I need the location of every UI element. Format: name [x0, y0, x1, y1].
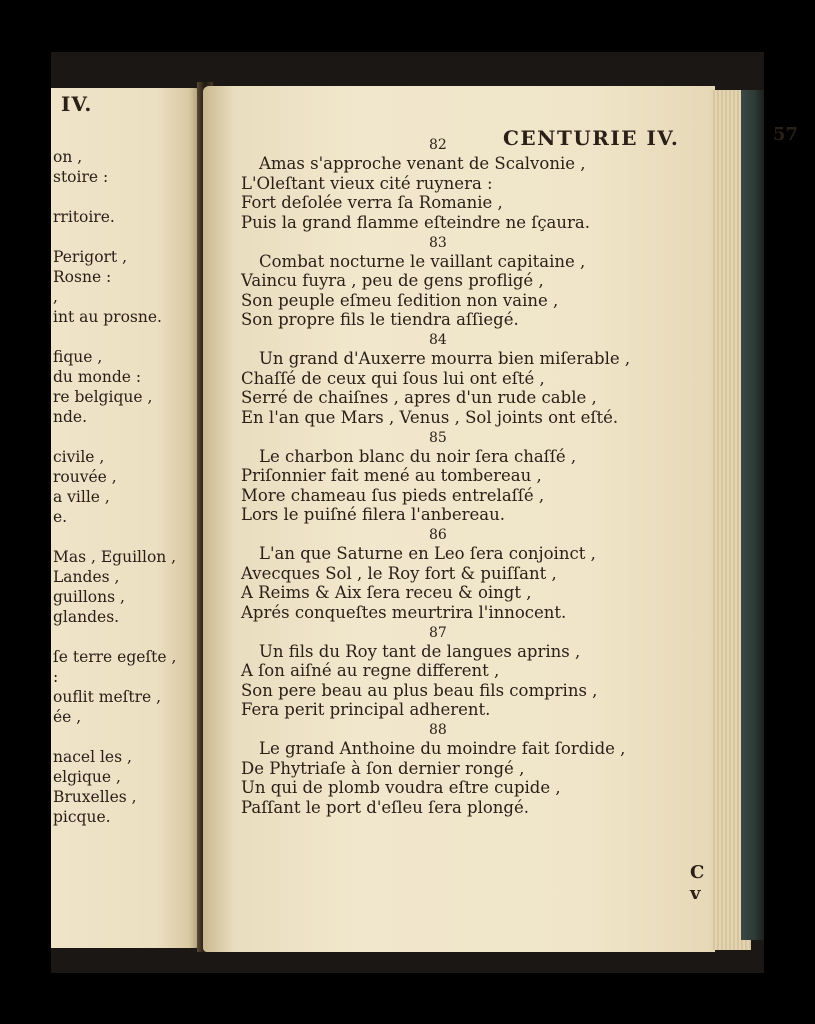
- left-page-line: Bruxelles ,: [53, 788, 137, 806]
- book-cover: [741, 90, 764, 940]
- verse-line: Un fils du Roy tant de langues aprins ,: [259, 641, 581, 661]
- left-page-line: ,: [53, 288, 58, 306]
- left-page: [51, 88, 201, 948]
- verse-line: Fera perit principal adherent.: [241, 700, 491, 719]
- verse-line: Avecques Sol , le Roy fort & puiſſant ,: [241, 563, 557, 583]
- quatrain-number: 84: [429, 332, 447, 348]
- verse-line: De Phytriaſe à ſon dernier rongé ,: [241, 758, 525, 778]
- left-page-line: Landes ,: [53, 568, 120, 586]
- verse-line: Vaincu fuyra , peu de gens profligé ,: [241, 271, 544, 290]
- quatrain-number: 85: [429, 429, 447, 446]
- verse-line: Un grand d'Auxerre mourra bien miſerable ,: [259, 349, 631, 368]
- signature-mark: C v: [690, 862, 711, 904]
- verse-line: Lors le puiſné filera l'anbereau.: [241, 505, 505, 524]
- left-page-line: glandes.: [53, 608, 120, 626]
- verse-line: L'an que Saturne en Leo ſera conjoinct ,: [259, 544, 596, 563]
- left-page-line: a ville ,: [53, 488, 110, 506]
- verse-line: Aprés conqueſtes meurtrira l'innocent.: [241, 602, 567, 622]
- left-page-line: picque.: [53, 808, 111, 826]
- verse-line: L'Oleſtant vieux cité ruynera :: [241, 173, 493, 193]
- verse-line: Le charbon blanc du noir ſera chaſſé ,: [259, 446, 577, 466]
- book-photo: [51, 52, 799, 973]
- verse-line: Son propre fils le tiendra aſſiegé.: [241, 310, 519, 329]
- verse-line: A ſon aiſné au regne different ,: [241, 661, 500, 680]
- left-page-line: int au prosne.: [53, 308, 162, 326]
- left-page-line: ouflit meſtre ,: [53, 688, 162, 706]
- quatrain-number: 88: [429, 722, 447, 738]
- left-page-line: ſe terre egeſte ,: [53, 648, 177, 666]
- left-page-line: stoire :: [53, 168, 109, 186]
- verse-line: Paſſant le port d'eſleu ſera plongé.: [241, 797, 529, 817]
- quatrain-number: 87: [429, 624, 447, 641]
- left-page-line: Perigort ,: [53, 248, 128, 266]
- left-page-line: re belgique ,: [53, 388, 153, 406]
- left-page-line: nacel les ,: [53, 748, 132, 766]
- quatrain-number: 86: [429, 527, 447, 543]
- verse-line: Son peuple eſmeu ſedition non vaine ,: [241, 290, 559, 310]
- left-page-line: guillons ,: [53, 588, 125, 606]
- verse-line: More chameau ſus pieds entrelaſſé ,: [241, 485, 545, 505]
- verse-line: Un qui de plomb voudra eſtre cupide ,: [241, 778, 561, 797]
- verse-line: Combat nocturne le vaillant capitaine ,: [259, 251, 586, 271]
- right-page: [203, 86, 799, 952]
- left-page-line: :: [53, 668, 59, 686]
- verse-line: Le grand Anthoine du moindre fait ſordide ,: [259, 739, 626, 758]
- quatrain-number: 83: [429, 234, 447, 251]
- left-page-line: du monde :: [53, 368, 142, 386]
- left-page-line: rouvée ,: [53, 468, 117, 486]
- verse-line: Son pere beau au plus beau fils comprins ,: [241, 680, 598, 700]
- left-running-head: IV.: [61, 92, 93, 116]
- left-page-line: rritoire.: [53, 208, 115, 226]
- verse-line: Amas s'approche venant de Scalvonie ,: [259, 154, 586, 173]
- verse-line: Chaſſé de ceux qui ſous lui ont eſté ,: [241, 368, 545, 388]
- left-page-line: elgique ,: [53, 768, 121, 786]
- verse-line: Priſonnier fait mené au tombereau ,: [241, 466, 542, 485]
- left-page-line: Mas , Eguillon ,: [53, 548, 177, 566]
- left-page-line: Rosne :: [53, 268, 112, 286]
- left-page-line: nde.: [53, 408, 88, 426]
- verse-line: A Reims & Aix ſera receu & oingt ,: [241, 583, 532, 602]
- left-page-line: e.: [53, 508, 68, 526]
- running-title: CENTURIE IV.: [503, 126, 680, 150]
- verse-line: Fort deſolée verra ſa Romanie ,: [241, 193, 503, 212]
- page-number: 57: [773, 124, 799, 145]
- left-page-line: ée ,: [53, 708, 82, 726]
- left-page-line: fique ,: [53, 348, 103, 366]
- verse-line: En l'an que Mars , Venus , Sol joints ont eſté.: [241, 407, 619, 427]
- left-page-line: on ,: [53, 148, 83, 166]
- verse-line: Puis la grand flamme eſteindre ne ſçaura.: [241, 212, 590, 232]
- quatrain-number: 82: [429, 137, 447, 153]
- left-page-line: civile ,: [53, 448, 105, 466]
- verse-line: Serré de chaiſnes , apres d'un rude cable ,: [241, 388, 597, 407]
